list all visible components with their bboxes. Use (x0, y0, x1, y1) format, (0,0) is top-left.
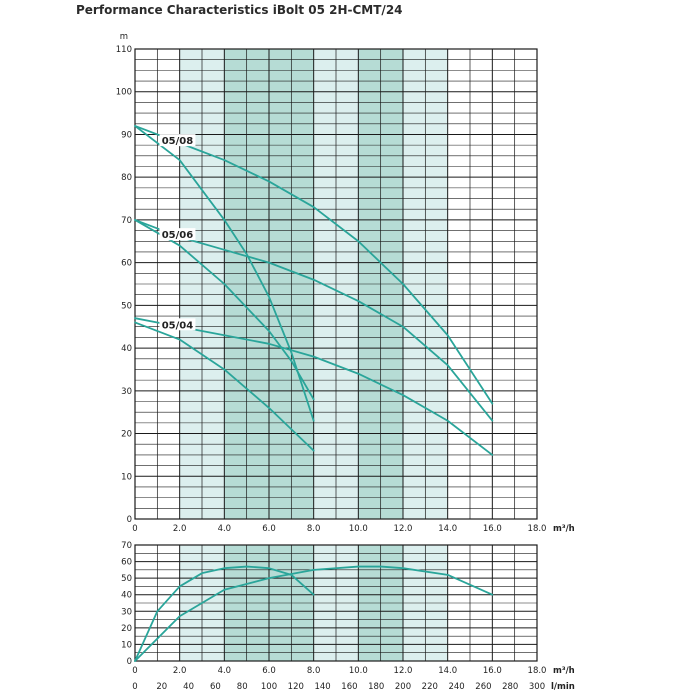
eff-x-axis-label: m³/h (553, 666, 575, 676)
head-x-tick-label: 10.0 (348, 524, 368, 534)
head-x-tick-label: 4.0 (217, 524, 232, 534)
eff-x2-tick-label: 260 (475, 682, 492, 692)
eff-x2-tick-label: 220 (421, 682, 438, 692)
chart-title: Performance Characteristics iBolt 05 2H-CMT/24 (76, 3, 403, 17)
eff-x2-tick-label: 20 (156, 682, 168, 692)
head-y-tick-label: 100 (115, 87, 132, 98)
eff-x2-tick-label: 120 (287, 682, 304, 692)
eff-y-tick-label: 20 (121, 623, 132, 634)
eff-x-tick-label: 16.0 (482, 666, 502, 676)
eff-x-tick-label: 8.0 (306, 666, 321, 676)
curve-label-05-04: 05/04 (161, 320, 194, 332)
eff-x-tick-label: 2.0 (172, 666, 187, 676)
head-y-tick-label: 20 (121, 429, 132, 440)
head-x-tick-label: 6.0 (262, 524, 276, 534)
eff-y-tick-label: 10 (121, 640, 132, 651)
eff-y-tick-label: 40 (121, 590, 132, 601)
head-y-tick-label: 80 (121, 173, 132, 184)
head-x-tick-label: 14.0 (438, 524, 458, 534)
eff-x2-tick-label: 180 (368, 682, 385, 692)
head-y-tick-label: 70 (121, 215, 132, 226)
eff-x-tick-label: 10.0 (348, 666, 368, 676)
eff-x2-tick-label: 80 (236, 682, 248, 692)
head-x-tick-label: 0 (132, 524, 138, 534)
head-y-tick-label: 0 (126, 515, 132, 525)
head-x-tick-label: 8.0 (306, 524, 321, 534)
eff-x2-tick-label: 60 (209, 682, 221, 692)
head-y-tick-label: 40 (121, 344, 132, 355)
eff-x2-tick-label: 200 (394, 682, 412, 692)
eff-y-tick-label: 70 (121, 541, 132, 551)
eff-x2-tick-label: 160 (341, 682, 358, 692)
head-y-tick-label: 50 (121, 301, 132, 312)
head-x-axis-label: m³/h (553, 524, 575, 534)
eff-x2-tick-label: 0 (132, 682, 138, 692)
head-x-tick-label: 18.0 (527, 524, 547, 534)
eff-y-tick-label: 50 (121, 574, 132, 585)
head-y-tick-label: 90 (121, 130, 132, 141)
eff-y-tick-label: 0 (126, 657, 132, 667)
eff-x2-tick-label: 300 (528, 682, 546, 692)
eff-x2-tick-label: 40 (183, 682, 195, 692)
head-x-tick-label: 12.0 (393, 524, 413, 534)
eff-x2-tick-label: 140 (314, 682, 331, 692)
eff-x2-tick-label: 100 (260, 682, 278, 692)
eff-x-tick-label: 12.0 (393, 666, 413, 676)
head-y-tick-label: 10 (121, 472, 132, 483)
eff-x2-tick-label: 280 (502, 682, 519, 692)
eff-x-tick-label: 18.0 (527, 666, 547, 676)
curve-label-05-06: 05/06 (161, 230, 194, 242)
eff-y-tick-label: 30 (121, 607, 132, 618)
curve-label-05-08: 05/08 (161, 136, 194, 148)
eff-x-tick-label: 4.0 (217, 666, 232, 676)
eff-x-tick-label: 6.0 (262, 666, 276, 676)
eff-x2-axis-label: l/min (551, 682, 575, 692)
head-y-tick-label: 110 (115, 45, 132, 55)
eff-x2-tick-label: 240 (448, 682, 465, 692)
head-x-tick-label: 16.0 (482, 524, 502, 534)
head-x-tick-label: 2.0 (172, 524, 187, 534)
head-y-tick-label: 60 (121, 258, 132, 269)
eff-x-tick-label: 0 (132, 666, 138, 676)
eff-y-tick-label: 60 (121, 557, 132, 568)
eff-x-tick-label: 14.0 (438, 666, 458, 676)
head-y-axis-label: m (119, 32, 128, 42)
head-y-tick-label: 30 (121, 386, 132, 397)
